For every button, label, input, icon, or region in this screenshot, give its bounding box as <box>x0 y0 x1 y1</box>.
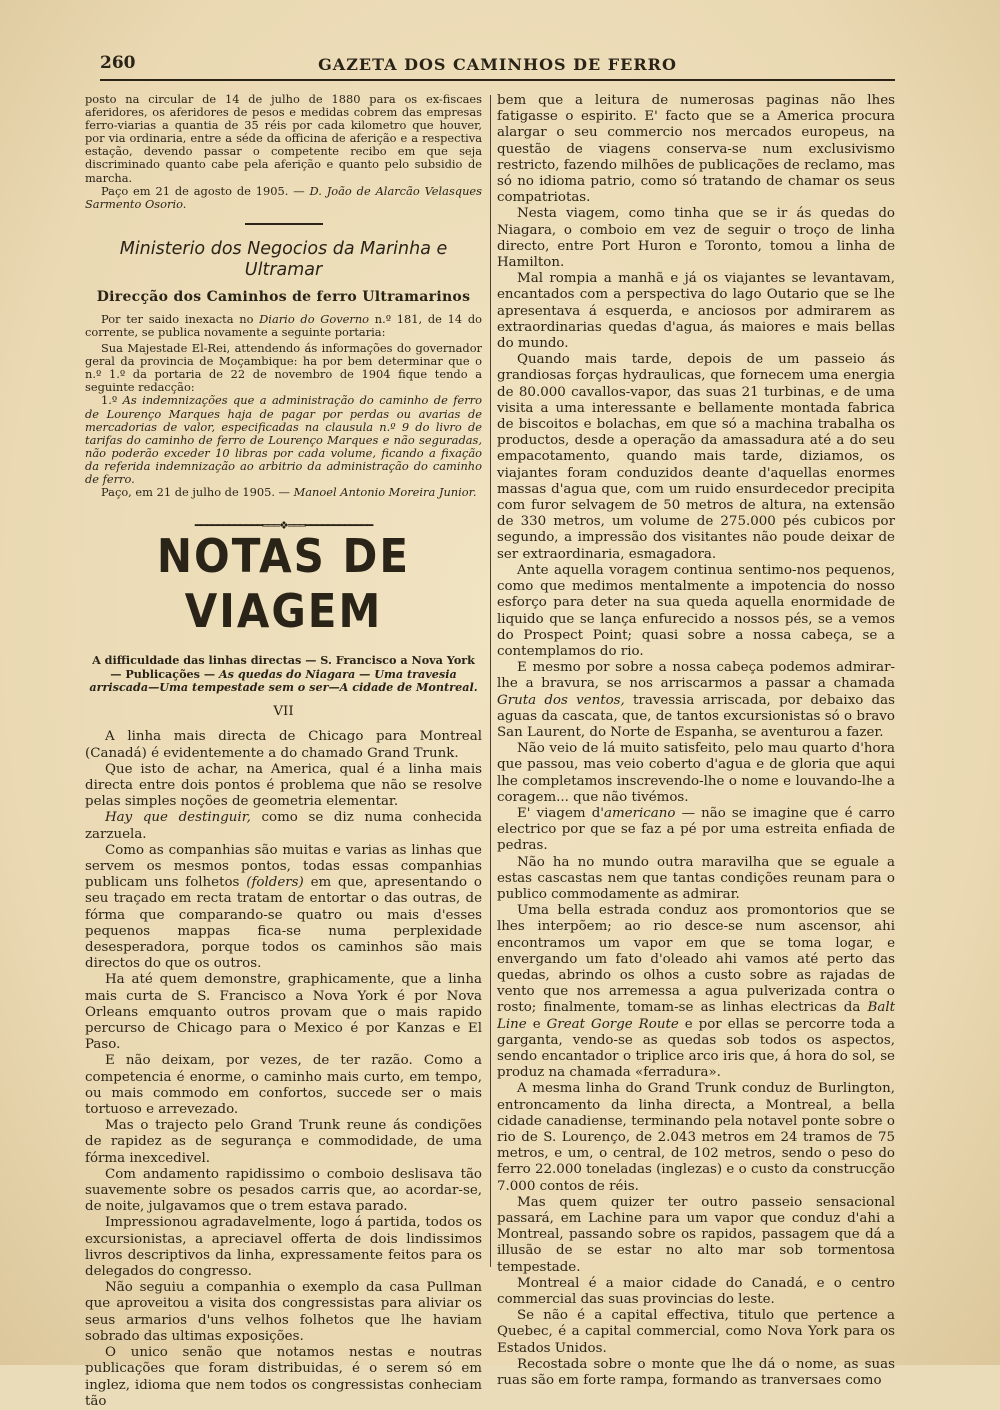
text: n.º 181, de 14 do corrente, se publica novamente a seguinte portaria: <box>85 311 482 339</box>
text: como se diz numa conhecida zarzuela. <box>85 810 483 842</box>
text: Balt Line <box>497 1000 895 1032</box>
page-number: 260 <box>100 53 136 73</box>
paragraph <box>497 903 895 1081</box>
text: Hay que destinguir, <box>105 810 251 826</box>
paragraph: Não seguiu a companhia o exemplo da casa Pullman que aproveitou a visita dos congressistas para aliviar os seus armarios d'uns velhos folhetos que lhe haviam sobrado das ultimas exposições. <box>85 1280 482 1344</box>
text: Por ter saido inexacta no <box>101 311 260 326</box>
paragraph: Mas o trajecto pelo Grand Trunk reune ás condições de rapidez as de segurança e commodidade, de uma fórma inexcedivel. <box>85 1118 482 1166</box>
text: (folders) <box>246 875 304 891</box>
portaria-body: Sua Majestade El-Rei, attendendo ás informações do governador geral da provincia de Moçambique: ha por bem determinar que o n.º 1.º da portaria de 22 de novembro de 1904 fique tendo a seguinte redacção: <box>85 341 482 395</box>
item-text: As indemnizações que a administração do caminho de ferro de Lourenço Marques haja de pagar por perdas ou avarias de mercadorias de valor, especificadas na clausula n.º 9 do livro de tarifas do caminho de ferro de Lourenço Marques e não seguradas, não poderão exceder 10 libras por cada volume, ficando a fixação da referida indemnização ao arbitrio da administração do caminho de ferro. <box>85 393 482 486</box>
diario-title: Diario do Governo <box>259 311 370 326</box>
paragraph: A linha mais directa de Chicago para Montreal (Canadá) é evidentemente a do chamado Grand Trunk. <box>85 729 482 761</box>
paragraph: Ante aquella voragem continua sentimo-nos pequenos, como que medimos mentalmente a impotencia do nosso esforço para deter na sua queda aquella enormidade de liquido que se lança enfurecido a nossos pés, se a vemos do Prospect Point; quasi sobre a nossa cabeça, se a contemplamos do rio. <box>497 562 895 659</box>
paragraph: Impressionou agradavelmente, logo á partida, todos os excursionistas, a apreciavel offerta de dois lindissimos livros descriptivos da linha, expressamente feitos para os delegados do congresso. <box>85 1215 482 1280</box>
text: Gruta dos ventos, <box>497 692 625 708</box>
text: americano <box>604 805 676 821</box>
paragraph: Nesta viagem, como tinha que se ir ás quedas do Niagara, o comboio em vez de seguir o troço de linha directo, entre Port Huron e Toronto, tomou a linha de Hamilton. <box>497 206 895 271</box>
text: travessia arriscada, por debaixo das aguas da cascata, que, de tantos excursionistas só o bravo San Laurent, do Norte de Espanha, se aventurou a fazer. <box>497 692 895 740</box>
portaria-item <box>85 394 482 486</box>
paragraph <box>497 660 895 741</box>
signature-text: Paço, em 21 de julho de 1905. — <box>101 485 294 500</box>
ornamental-rule: ━━━━━━━━━━━━═══❖═══━━━━━━━━━━━━ <box>194 519 373 533</box>
paragraph: Ha até quem demonstre, graphicamente, que a linha mais curta de S. Francisco a Nova York é por Nova Orleans emquanto outros provam que o mais rapido percurso de Chicago para o Mexico é por Kanzas e El Paso. <box>85 972 482 1053</box>
signature-name: D. João de Alarcão Velasques Sarmento Osorio. <box>85 183 482 211</box>
text: E mesmo por sobre a nossa cabeça podemos admirar-lhe a bravura, se nos arriscarmos a passar a chamada <box>497 660 895 692</box>
circular-continuation <box>85 93 482 211</box>
text: — não se imagine que é carro electrico por que se faz a pé por uma estreita enfiada de pedras. <box>497 805 895 854</box>
paragraph: bem que a leitura de numerosas paginas não lhes fatigasse o espirito. E' facto que se a America procura alargar o seu commercio nos mercados europeus, na questão de viagens conserva-se num exclusivismo restricto, fazendo milhões de publicações de reclamo, mas só no idioma patrio, como só tratando de chamar os seus compatriotas. <box>497 93 896 206</box>
paragraph: Mal rompia a manhã e já os viajantes se levantavam, encantados com a perspectiva do lago Outario que se lhe apresentava á esquerda, e anciosos por admirarem as extraordinarias quedas d'agua, ás maiores e mais bellas do mundo. <box>497 271 895 352</box>
portaria <box>85 313 482 499</box>
paragraph: E não deixam, por vezes, de ter razão. Como a competencia é enorme, o caminho mais curto, em tempo, ou mais commodo em confortos, succede ser o mais tortuoso e arrevezado. <box>85 1053 482 1118</box>
paragraph: posto na circular de 14 de julho de 1880 para os ex-fiscaes aferidores, os aferidores de pesos e medidas cobrem das empresas ferro-viarias a quantia de 35 réis por cada kilometro que houver, por via ordinaria, entre a séde da officina de aferição e a respectiva estação, devendo passar o competente recibo em que seja discriminado quanto cabe pela aferição e quanto pelo subsidio de marcha. <box>85 92 482 185</box>
article-body-left <box>85 729 482 1410</box>
paragraph: A mesma linha do Grand Trunk conduz de Burlington, entroncamento da linha directa, a Montreal, a bella cidade canadiense, terminando pela notavel ponte sobre o rio de S. Lourenço, de 2.043 metros em 24 tramos de 75 metros, e um, o central, de 102 metros, sendo o peso do ferro 22.000 toneladas (inglezas) e o custo da construcção 7.000 contos de réis. <box>497 1081 895 1194</box>
paragraph: Se não é a capital effectiva, titulo que pertence a Quebec, é a capital commercial, como Nova York para os Estados Unidos. <box>497 1308 895 1356</box>
paragraph: Que isto de achar, na America, qual é a linha mais directa entre dois pontos é problema que não se resolve pelas simples noções de geometria elementar. <box>85 761 482 810</box>
left-column <box>85 93 482 1410</box>
text: Uma bella estrada conduz aos promontorios que se lhes interpõem; ao rio desce-se num ascensor, ahi encontramos um vapor em que se toma logar, e envergando um fato d'oleado ahi vamos até perto das quedas, abrindo os olhos a custo sobre as rajadas de vento que nos arremessa a agua pulverizada contra o rosto; finalmente, tomam-se as linhas electricas da <box>497 903 895 1016</box>
article-subheading <box>87 654 480 694</box>
signature-line <box>85 185 482 211</box>
chapter-number: VII <box>273 704 294 720</box>
text: e <box>526 1016 547 1032</box>
paragraph: Não ha no mundo outra maravilha que se eguale a estas cascastas nem que tantas condições reunam para o publico commodamente as admirar. <box>497 854 895 902</box>
paragraph: Mas quem quizer ter outro passeio sensacional passará, em Lachine para um vapor que conduz d'ahi a Montreal, passando sobre os rapidos, passagem que dá a illusão de se estar no alto mar sob tormentosa tempestade. <box>497 1194 895 1275</box>
text: Como as companhias são muitas e varias as linhas que servem os mesmos pontos, todas essas companhias publicam uns folhetos <box>85 842 482 891</box>
paragraph: Montreal é a maior cidade do Canadá, e o centro commercial das suas provincias do leste. <box>497 1275 895 1308</box>
right-column <box>497 93 895 1389</box>
paragraph: Quando mais tarde, depois de um passeio ás grandiosas forças hydraulicas, que fornecem uma energia de 80.000 cavallos-vapor, das suas 21 turbinas, e de uma visita a uma interessante e bellamente montada fabrica de biscoitos e bolachas, em que só a machina trabalha os productos, desde a operação da amassadura até a do seu empacotamento, quando mais tarde, diziamos, os viajantes foram conduzidos deante d'aquellas enormes massas d'agua que, com um ruido ensurdecedor precipita com furor selvagem de 50 metros de altura, na extensão de 330 metros, um volume de 275.000 pés cubicos por segundo, a impressão dos visitantes não poude deixar de ser extraordinaria, esmagadora. <box>497 352 895 562</box>
text: A difficuldade das linhas directas — S. Francisco a Nova York — Publicações — <box>92 653 475 681</box>
text: E' viagem d' <box>517 805 604 821</box>
paragraph: Não veio de lá muito satisfeito, pelo mau quarto d'hora que passou, mas veio coberto d'agua e de gloria que aqui lhe completamos inscrevendo-lhe o nome e louvando-lhe a coragem... que não tivémos. <box>497 741 895 805</box>
paragraph: Recostada sobre o monte que lhe dá o nome, as suas ruas são em forte rampa, formando as tranversaes como <box>497 1356 895 1389</box>
signature-text: Paço em 21 de agosto de 1905. — <box>101 183 310 198</box>
column-divider <box>490 95 491 1267</box>
paragraph <box>85 843 482 973</box>
text: em que, apresentando o seu traçado em recta tratam de entortar o das outras, de fórma que comparando-se quatro ou mais d'esses pequenos mappas fica-se numa perplexidade desesperadora, porque todos os caminhos são mais directos do que os outros. <box>85 875 482 972</box>
paragraph <box>497 806 895 855</box>
signature-name: Manoel Antonio Moreira Junior. <box>293 485 477 500</box>
paragraph: Com andamento rapidissimo o comboio deslisava tão suavemente sobre os pesados carris que, ao acordar-se, de noite, julgavamos que o trem estava parado. <box>85 1166 482 1215</box>
running-title: GAZETA DOS CAMINHOS DE FERRO <box>318 55 677 74</box>
section-rule <box>245 223 323 225</box>
header-rule <box>100 79 895 81</box>
paragraph: O unico senão que notamos nestas e noutras publicações que foram distribuidas, é o serem só em inglez, idioma que nem todos os congressistas conheciam tão <box>85 1345 482 1409</box>
item-number: 1.º <box>101 393 123 408</box>
text: e por ellas se percorre toda a garganta, vendo-se as quedas sob todos os aspectos, sendo encantador o triplice arco iris que, á hora do sol, se produz na chamada «ferradura». <box>497 1016 895 1081</box>
text: As quedas do Niagara — Uma travesia arriscada—Uma tempestade sem o ser—A cidade de Montreal. <box>89 666 478 694</box>
paragraph <box>85 810 482 842</box>
page-header <box>100 53 895 77</box>
portaria-intro <box>85 313 482 339</box>
text: Great Gorge Route <box>546 1016 679 1032</box>
notas-title: NOTAS DE VIAGEM <box>156 529 411 639</box>
ministry-title: Ministerio dos Negocios da Marinha e Ultramar <box>119 238 448 280</box>
direccao-heading: Direcção dos Caminhos de ferro Ultramarinos <box>96 288 471 305</box>
signature-line <box>85 486 482 499</box>
